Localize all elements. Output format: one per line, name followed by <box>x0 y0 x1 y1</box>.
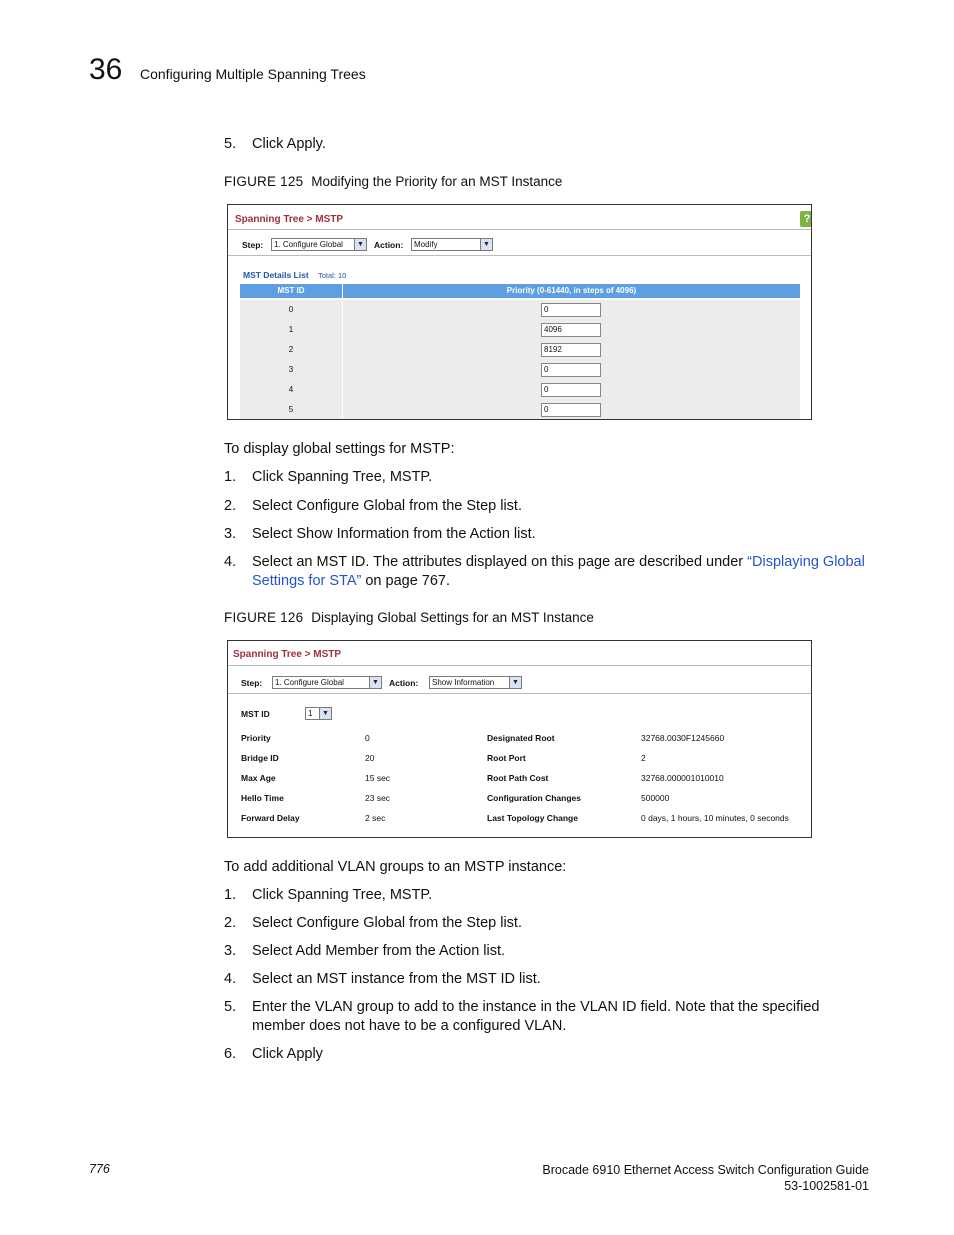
attribute-value: 0 days, 1 hours, 10 minutes, 0 seconds <box>641 813 789 823</box>
column-header-mst-id: MST ID <box>240 284 343 298</box>
table-row <box>240 400 800 420</box>
step-number: 1. <box>224 469 237 485</box>
step-text: Select Configure Global from the Step list. <box>252 498 522 514</box>
divider <box>228 255 811 256</box>
step-number: 5. <box>224 136 237 152</box>
step-text: Select Add Member from the Action list. <box>252 943 506 959</box>
document-title: Brocade 6910 Ethernet Access Switch Configuration Guide <box>542 1163 869 1177</box>
attribute-value: 15 sec <box>365 773 391 783</box>
attribute-value: 2 <box>641 753 646 763</box>
attribute-value: 23 sec <box>365 793 391 803</box>
attribute-value: 32768.000001010010 <box>641 773 724 783</box>
action-select[interactable] <box>411 238 493 251</box>
figure-125-screenshot <box>227 204 812 420</box>
step-select[interactable] <box>271 238 367 251</box>
step-select-value: 1. Configure Global <box>275 678 344 687</box>
attribute-label: Max Age <box>241 773 276 783</box>
mst-id-select[interactable] <box>305 707 332 720</box>
divider <box>228 693 811 694</box>
chevron-down-icon: ▼ <box>369 677 381 688</box>
step-text-pre: Select an MST ID. The attributes displayed on this page are described under <box>252 554 748 570</box>
step-label: Step: <box>242 240 264 250</box>
step-number: 2. <box>224 498 237 514</box>
mst-id-cell: 4 <box>240 380 343 400</box>
table-row <box>240 300 800 321</box>
list-total: Total: 10 <box>318 271 347 280</box>
priority-input[interactable]: 0 <box>541 383 601 397</box>
attribute-label: Root Port <box>487 753 526 763</box>
attribute-label: Priority <box>241 733 271 743</box>
action-select-value: Show Information <box>432 678 495 687</box>
mst-id-select-value: 1 <box>308 709 313 718</box>
chevron-down-icon: ▼ <box>354 239 366 250</box>
divider <box>228 229 811 230</box>
step-number: 3. <box>224 526 237 542</box>
figure-label: FIGURE 126 <box>224 610 304 625</box>
action-select-value: Modify <box>414 240 438 249</box>
table-row <box>240 340 800 361</box>
priority-input[interactable]: 0 <box>541 363 601 377</box>
mst-id-cell: 0 <box>240 300 343 320</box>
step-text: Select Configure Global from the Step list. <box>252 915 522 931</box>
attribute-value: 2 sec <box>365 813 386 823</box>
figure-caption <box>224 174 562 189</box>
priority-input[interactable]: 4096 <box>541 323 601 337</box>
mst-id-cell: 5 <box>240 400 343 420</box>
attribute-label: Designated Root <box>487 733 555 743</box>
step-number: 1. <box>224 887 237 903</box>
attribute-value: 20 <box>365 753 375 763</box>
list-title: MST Details List <box>243 270 309 280</box>
page-breadcrumb: Spanning Tree > MSTP <box>233 649 342 660</box>
action-select[interactable] <box>429 676 522 689</box>
step-text: Select an MST instance from the MST ID list. <box>252 971 541 987</box>
step-number: 4. <box>224 971 237 987</box>
mst-id-label: MST ID <box>241 709 270 719</box>
chevron-down-icon: ▼ <box>319 708 331 719</box>
table-row <box>240 360 800 381</box>
priority-input[interactable]: 0 <box>541 303 601 317</box>
attribute-value: 500000 <box>641 793 670 803</box>
attribute-label: Hello Time <box>241 793 284 803</box>
figure-title: Modifying the Priority for an MST Instance <box>311 174 563 189</box>
figure-label: FIGURE 125 <box>224 174 304 189</box>
attribute-label: Last Topology Change <box>487 813 578 823</box>
step-number: 4. <box>224 554 237 570</box>
step-text: Click Spanning Tree, MSTP. <box>252 469 433 485</box>
help-icon[interactable]: ? <box>800 211 812 227</box>
step-number: 2. <box>224 915 237 931</box>
chapter-title: Configuring Multiple Spanning Trees <box>140 66 366 82</box>
column-header-priority: Priority (0-61440, in steps of 4096) <box>343 284 800 298</box>
step-text: Click Apply. <box>252 136 326 152</box>
mst-id-cell: 1 <box>240 320 343 340</box>
figure-126-screenshot <box>227 640 812 838</box>
step-text: Select Show Information from the Action list. <box>252 526 536 542</box>
step-text: Click Apply <box>252 1046 323 1062</box>
step-text-post: on page 767. <box>361 573 451 589</box>
attribute-value: 0 <box>365 733 370 743</box>
divider <box>228 665 811 666</box>
attribute-label: Configuration Changes <box>487 793 581 803</box>
table-row <box>240 380 800 401</box>
document-id: 53-1002581-01 <box>784 1179 869 1193</box>
section-intro: To display global settings for MSTP: <box>224 441 455 457</box>
priority-input[interactable]: 0 <box>541 403 601 417</box>
mst-id-cell: 3 <box>240 360 343 380</box>
chevron-down-icon: ▼ <box>480 239 492 250</box>
step-select[interactable] <box>272 676 382 689</box>
attribute-label: Forward Delay <box>241 813 300 823</box>
figure-caption <box>224 610 594 625</box>
step-text: Enter the VLAN group to add to the instance in the VLAN ID field. Note that the specified member does not have to be a configured VLAN. <box>252 999 820 1034</box>
attribute-label: Bridge ID <box>241 753 279 763</box>
priority-input[interactable]: 8192 <box>541 343 601 357</box>
step-text: Click Spanning Tree, MSTP. <box>252 887 433 903</box>
action-label: Action: <box>389 678 419 688</box>
figure-title: Displaying Global Settings for an MST Instance <box>311 610 594 625</box>
step-number: 5. <box>224 999 237 1015</box>
document-footer <box>542 1162 869 1194</box>
step-number: 3. <box>224 943 237 959</box>
step-number: 6. <box>224 1046 237 1062</box>
table-row <box>240 320 800 341</box>
step-select-value: 1. Configure Global <box>274 240 343 249</box>
step-text <box>252 553 872 591</box>
cross-reference-link[interactable]: “Displaying Global Settings for STA” <box>252 554 865 589</box>
chevron-down-icon: ▼ <box>509 677 521 688</box>
attribute-label: Root Path Cost <box>487 773 549 783</box>
mst-id-cell: 2 <box>240 340 343 360</box>
section-intro: To add additional VLAN groups to an MSTP instance: <box>224 859 567 875</box>
chapter-number: 36 <box>89 53 123 86</box>
page-number: 776 <box>89 1162 110 1176</box>
page-breadcrumb: Spanning Tree > MSTP <box>235 214 344 225</box>
step-label: Step: <box>241 678 263 688</box>
attribute-value: 32768.0030F1245660 <box>641 733 725 743</box>
action-label: Action: <box>374 240 404 250</box>
